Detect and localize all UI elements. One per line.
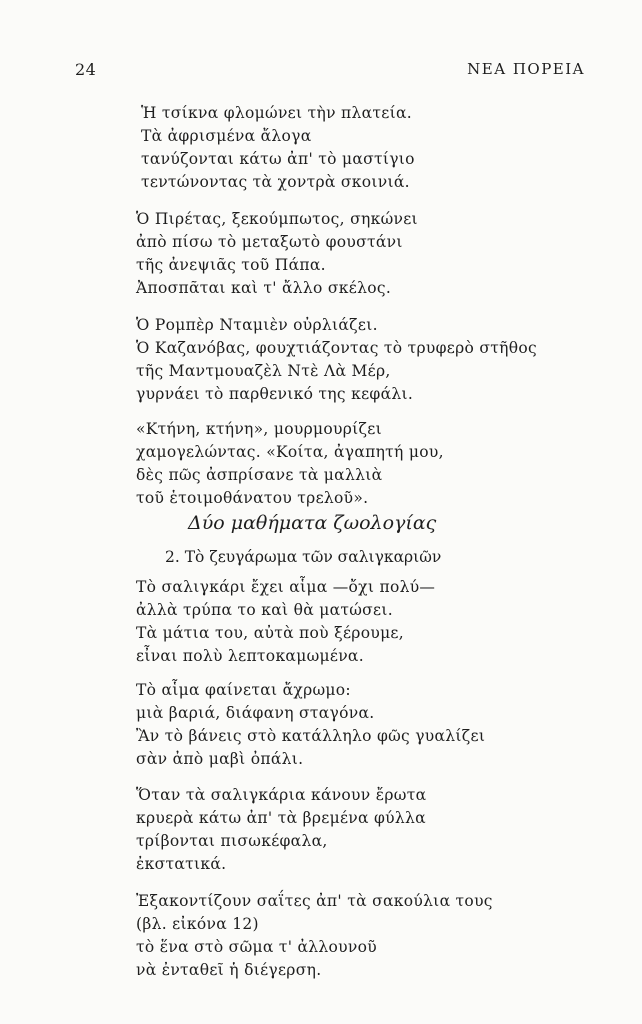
poem-line: τῆς Μαντμουαζὲλ Ντὲ Λὰ Μέρ,: [136, 362, 391, 380]
poem-line: τρίβονται πισωκέφαλα,: [136, 832, 328, 850]
poem-line: Τὸ σαλιγκάρι ἔχει αἷμα —ὄχι πολύ—: [136, 578, 436, 596]
poem-line: Ἡ τσίκνα φλομώνει τὴν πλατεία.: [141, 104, 412, 122]
poem-line: Ὅταν τὰ σαλιγκάρια κάνουν ἔρωτα: [136, 786, 427, 804]
poem-line: μιὰ βαριά, διάφανη σταγόνα.: [136, 704, 375, 722]
poem-line: Ἂν τὸ βάνεις στὸ κατάλληλο φῶς γυαλίζει: [136, 727, 486, 745]
poem-line: χαμογελώντας. «Κοίτα, ἀγαπητή μου,: [136, 443, 444, 461]
poem-line: «Κτήνη, κτήνη», μουρμουρίζει: [136, 420, 382, 438]
poem-line: Τὰ μάτια του, αὐτὰ ποὺ ξέρουμε,: [136, 624, 404, 642]
poem-line: δὲς πῶς ἀσπρίσανε τὰ μαλλιὰ: [136, 466, 383, 484]
poem-line: τῆς ἀνεψιᾶς τοῦ Πάπα.: [136, 256, 326, 274]
poem-line: ἀπὸ πίσω τὸ μεταξωτὸ φουστάνι: [136, 233, 403, 251]
poem-line: εἶναι πολὺ λεπτοκαμωμένα.: [136, 647, 364, 665]
poem-line: Ἐξακοντίζουν σαΐτες ἀπ' τὰ σακούλια τους: [136, 892, 493, 910]
poem-line: Ἀποσπᾶται καὶ τ' ἄλλο σκέλος.: [136, 279, 392, 297]
running-head: ΝΕΑ ΠΟΡΕΙΑ: [467, 60, 585, 78]
poem-line: τὸ ἕνα στὸ σῶμα τ' ἀλλουνοῦ: [136, 938, 377, 956]
poem-line: τοῦ ἑτοιμοθάνατου τρελοῦ».: [136, 489, 369, 507]
poem-line: νὰ ἐνταθεῖ ἡ διέγερση.: [136, 961, 322, 979]
poem-line: τεντώνοντας τὰ χοντρὰ σκοινιά.: [141, 173, 410, 191]
poem-line: Ὁ Πιρέτας, ξεκούμπωτος, σηκώνει: [136, 210, 418, 228]
poem-line: Τὸ αἷμα φαίνεται ἄχρωμο:: [136, 681, 351, 699]
poem-line: γυρνάει τὸ παρθενικό της κεφάλι.: [136, 385, 414, 403]
poem-line: ἐκστατικά.: [136, 855, 227, 873]
poem-line: Τὰ ἀφρισμένα ἄλογα: [141, 127, 312, 145]
poem-line: Ὁ Ρομπὲρ Νταμιὲν οὐρλιάζει.: [136, 316, 378, 334]
section-title: Δύο μαθήματα ζωολογίας: [188, 512, 437, 534]
poem-line: (βλ. εἰκόνα 12): [136, 915, 259, 933]
poem-line: ἀλλὰ τρύπα το καὶ θὰ ματώσει.: [136, 601, 393, 619]
section-subtitle: 2. Τὸ ζευγάρωμα τῶν σαλιγκαριῶν: [165, 548, 442, 566]
poem-line: σὰν ἀπὸ μαβὶ ὀπάλι.: [136, 750, 304, 768]
poem-line: τανύζονται κάτω ἀπ' τὸ μαστίγιο: [141, 150, 415, 168]
page-number: 24: [75, 60, 97, 79]
poem-line: κρυερὰ κάτω ἀπ' τὰ βρεμένα φύλλα: [136, 809, 426, 827]
poem-line: Ὁ Καζανόβας, φουχτιάζοντας τὸ τρυφερὸ στῆθος: [136, 339, 537, 357]
